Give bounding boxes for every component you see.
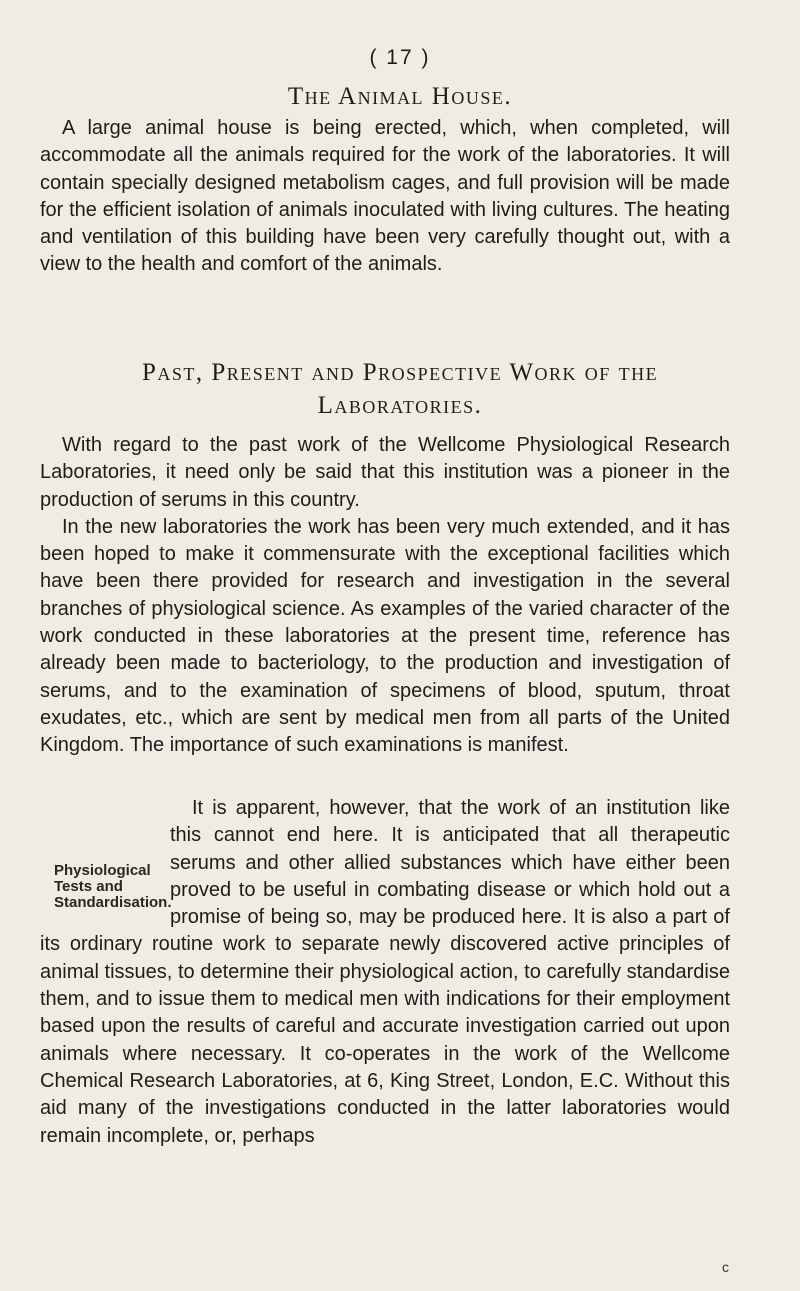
heading-work bbox=[0, 356, 800, 422]
sidenote-line1: Physiological bbox=[54, 862, 151, 879]
heading-work-line2: Laboratories. bbox=[317, 392, 483, 419]
sidenote-line2: Tests and bbox=[54, 878, 123, 895]
final-paragraph: It is apparent, however, that the work of an institution like this cannot end here. It is anticipated that all therapeutic serums and other allied substances which have either been proved to be useful in combating disease or which hold out a promise of being so, may be produced here. It is also a part of its ordinary routine work to separate newly discovered active principles of animal tissues, to determine their physiological action, to carefully standardise them, and to issue them to medical men with indications for their employment based upon the results of careful and accurate investigation carried out upon animals where necessary. It co-operates in the work of the Wellcome Chemical Research Laboratories, at 6, King Street, London, E.C. Without this aid many of the investigations conducted in the latter laboratories would remain incomplete, or, perhaps bbox=[40, 797, 730, 1147]
heading-work-line1: Past, Present and Prospective Work of the bbox=[141, 359, 659, 386]
heading-animal-house bbox=[0, 80, 800, 113]
final-section bbox=[40, 795, 730, 1150]
work-section bbox=[40, 432, 730, 760]
work-paragraph-1: With regard to the past work of the Wellcome Physiological Research Laboratories, it need only be said that this institution was a pioneer in the production of serums in this country. bbox=[40, 434, 730, 511]
work-paragraph-2: In the new laboratories the work has been very much extended, and it has been hoped to make it commensurate with the exceptional facilities which have been there provided for research and investigation in the several branches of physiological science. As examples of the varied character of the work conducted in these laboratories at the present time, reference has already been made to bacteriology, to the production and investigation of serums, and to the examination of specimens of blood, sputum, throat exudates, etc., which are sent by medical men from all parts of the United Kingdom. The importance of such examinations is manifest. bbox=[40, 515, 730, 757]
sidenote-line3: Standardisation. bbox=[54, 894, 172, 911]
heading-animal-house-text: The Animal House. bbox=[287, 83, 513, 110]
page-number: ( 17 ) bbox=[369, 46, 431, 69]
signature-mark: c bbox=[722, 1259, 729, 1275]
animal-house-section bbox=[40, 115, 730, 279]
animal-house-paragraph: A large animal house is being erected, which, when completed, will accommodate all the animals required for the work of the laboratories. It will contain specially designed metabolism cages, and full provision will be made for the efficient isolation of animals inoculated with living cultures. The heating and ventilation of this building have been very carefully thought out, with a view to the health and comfort of the animals. bbox=[40, 117, 730, 276]
sidenote bbox=[54, 863, 174, 911]
